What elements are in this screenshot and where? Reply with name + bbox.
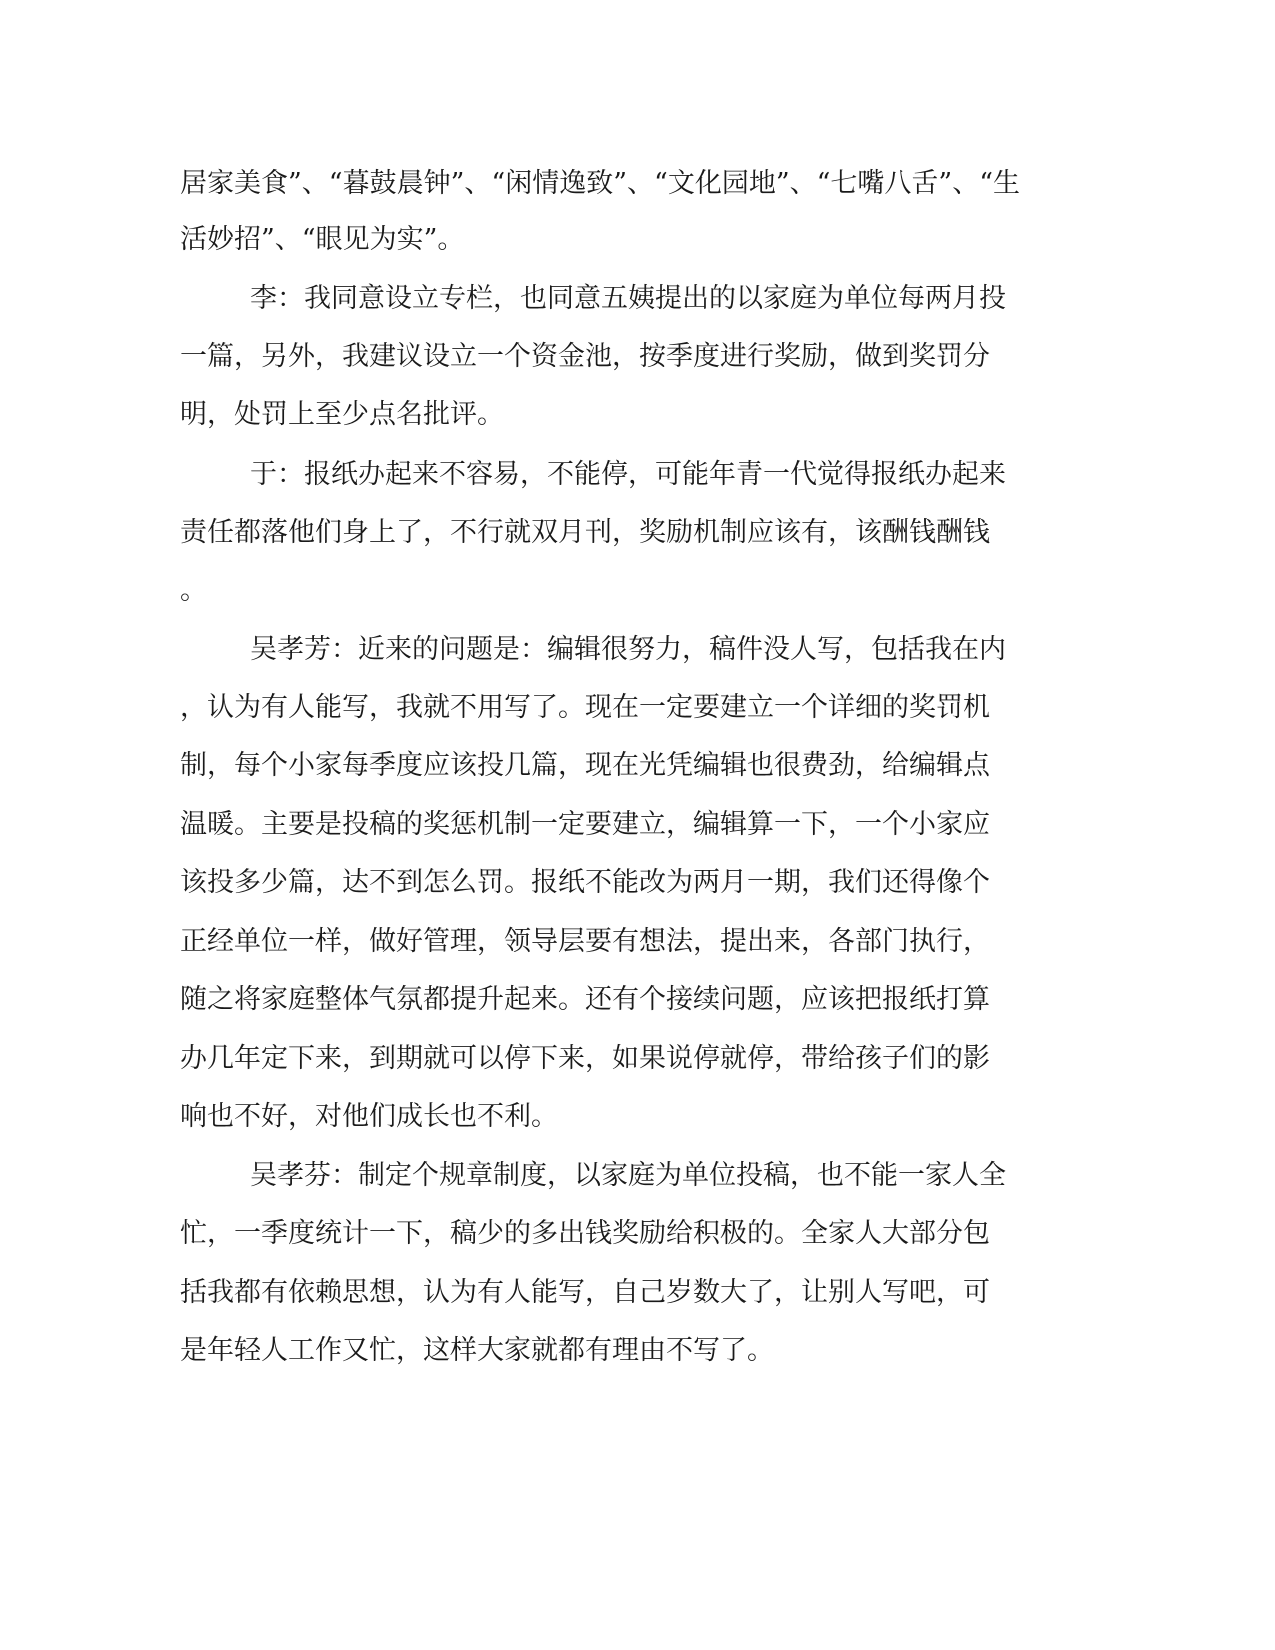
text-line: 明，处罚上至少点名批评。 <box>180 399 504 430</box>
text-line: 制，每个小家每季度应该投几篇，现在光凭编辑也很费劲，给编辑点 <box>180 750 990 781</box>
text-line: 李：我同意设立专栏，也同意五姨提出的以家庭为单位每两月投 <box>250 283 1006 314</box>
text-line: 于：报纸办起来不容易，不能停，可能年青一代觉得报纸办起来 <box>250 459 1006 490</box>
text-line: 括我都有依赖思想，认为有人能写，自己岁数大了，让别人写吧，可 <box>180 1277 990 1308</box>
text-line: 活妙招”、“眼见为实”。 <box>180 224 465 255</box>
text-line: 吴孝芬：制定个规章制度，以家庭为单位投稿，也不能一家人全 <box>250 1160 1006 1191</box>
text-line: ，认为有人能写，我就不用写了。现在一定要建立一个详细的奖罚机 <box>180 692 990 723</box>
text-line: 办几年定下来，到期就可以停下来，如果说停就停，带给孩子们的影 <box>180 1043 990 1074</box>
text-line: 居家美食”、“暮鼓晨钟”、“闲情逸致”、“文化园地”、“七嘴八舌”、“生 <box>180 168 1021 199</box>
text-line: 该投多少篇，达不到怎么罚。报纸不能改为两月一期，我们还得像个 <box>180 867 990 898</box>
text-line: 忙，一季度统计一下，稿少的多出钱奖励给积极的。全家人大部分包 <box>180 1218 990 1249</box>
text-line: 吴孝芳：近来的问题是：编辑很努力，稿件没人写，包括我在内 <box>250 634 1006 665</box>
text-line: 是年轻人工作又忙，这样大家就都有理由不写了。 <box>180 1335 774 1366</box>
text-line: 。 <box>180 575 207 606</box>
text-line: 责任都落他们身上了，不行就双月刊，奖励机制应该有，该酬钱酬钱 <box>180 517 990 548</box>
text-line: 响也不好，对他们成长也不利。 <box>180 1101 558 1132</box>
text-line: 随之将家庭整体气氛都提升起来。还有个接续问题，应该把报纸打算 <box>180 984 990 1015</box>
text-line: 温暖。主要是投稿的奖惩机制一定要建立，编辑算一下，一个小家应 <box>180 809 990 840</box>
text-line: 一篇，另外，我建议设立一个资金池，按季度进行奖励，做到奖罚分 <box>180 341 990 372</box>
text-line: 正经单位一样，做好管理，领导层要有想法，提出来，各部门执行， <box>180 926 990 957</box>
